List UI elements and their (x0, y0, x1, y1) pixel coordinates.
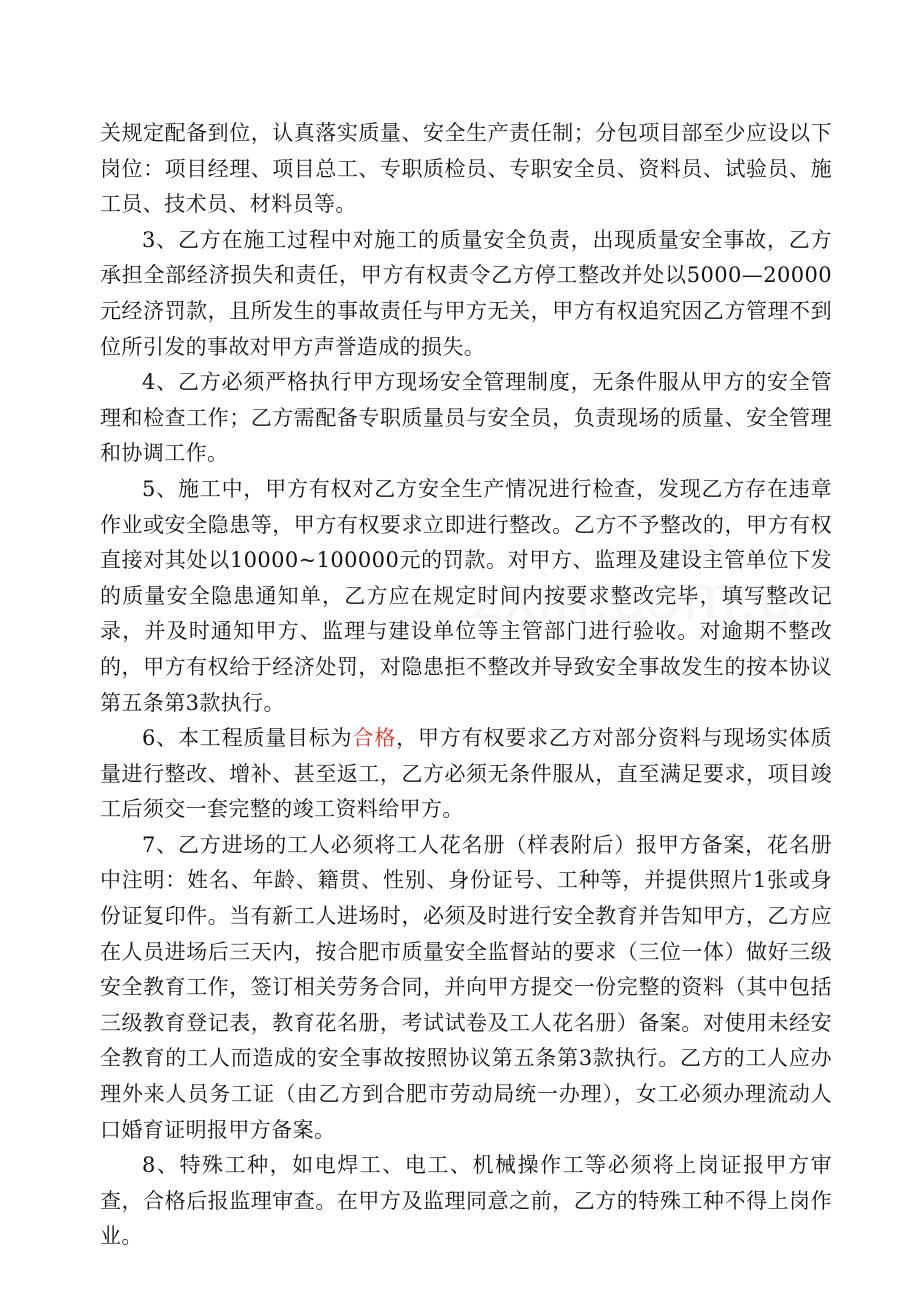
quality-target-highlight: 合格 (352, 726, 397, 751)
paragraph-clause-7: 7、乙方进场的工人必须将工人花名册（样表附后）报甲方备案，花名册中注明：姓名、年龄、籍贯、性别、身份证号、工种等，并提供照片1张或身份证复印件。当有新工人进场时，必须及时进行安全教育并告知甲方，乙方应在人员进场后三天内，按合肥市质量安全监督站的要求（三位一体）做好三级安全教育工作，签订相关劳务合同，并向甲方提交一份完整的资料（其中包括三级教育登记表，教育花名册，考试试卷及工人花名册）备案。对使用未经安全教育的工人而造成的安全事故按照协议第五条第3款执行。乙方的工人应办理外来人员务工证（由乙方到合肥市劳动局统一办理），女工必须办理流动人口婚育证明报甲方备案。 (100, 832, 832, 1142)
paragraph-clause-8: 8、特殊工种，如电焊工、电工、机械操作工等必须将上岗证报甲方审查，合格后报监理审查。在甲方及监理同意之前，乙方的特殊工种不得上岗作业。 (100, 1153, 832, 1249)
clause-6-text-after: ，甲方有权要求乙方对部分资料与现场实体质量进行整改、增补、甚至返工，乙方必须无条件服从，直至满足要求，项目竣工后须交一套完整的竣工资料给甲方。 (100, 726, 832, 822)
paragraph-clause-3: 3、乙方在施工过程中对施工的质量安全负责，出现质量安全事故，乙方承担全部经济损失和责任，甲方有权责令乙方停工整改并处以5000—20000元经济罚款，且所发生的事故责任与甲方无关，甲方有权追究因乙方管理不到位所引发的事故对甲方声誉造成的损失。 (100, 227, 832, 359)
paragraph-clause-5: 5、施工中，甲方有权对乙方安全生产情况进行检查，发现乙方存在违章作业或安全隐患等，甲方有权要求立即进行整改。乙方不予整改的，甲方有权直接对其处以10000~100000元的罚款。对甲方、监理及建设主管单位下发的质量安全隐患通知单，乙方应在规定时间内按要求整改完毕，填写整改记录，并及时通知甲方、监理与建设单位等主管部门进行验收。对逾期不整改的，甲方有权给于经济处罚，对隐患拒不整改并导致安全事故发生的按本协议第五条第3款执行。 (100, 476, 832, 715)
clause-6-text-before: 6、本工程质量目标为 (142, 726, 353, 751)
paragraph-continuation: 关规定配备到位，认真落实质量、安全生产责任制；分包项目部至少应设以下岗位：项目经理、项目总工、专职质检员、专职安全员、资料员、试验员、施工员、技术员、材料员等。 (100, 121, 832, 217)
paragraph-clause-4: 4、乙方必须严格执行甲方现场安全管理制度，无条件服从甲方的安全管理和检查工作；乙方需配备专职质量员与安全员，负责现场的质量、安全管理和协调工作。 (100, 370, 832, 466)
document-body (100, 116, 832, 1255)
paragraph-clause-6 (100, 721, 832, 828)
